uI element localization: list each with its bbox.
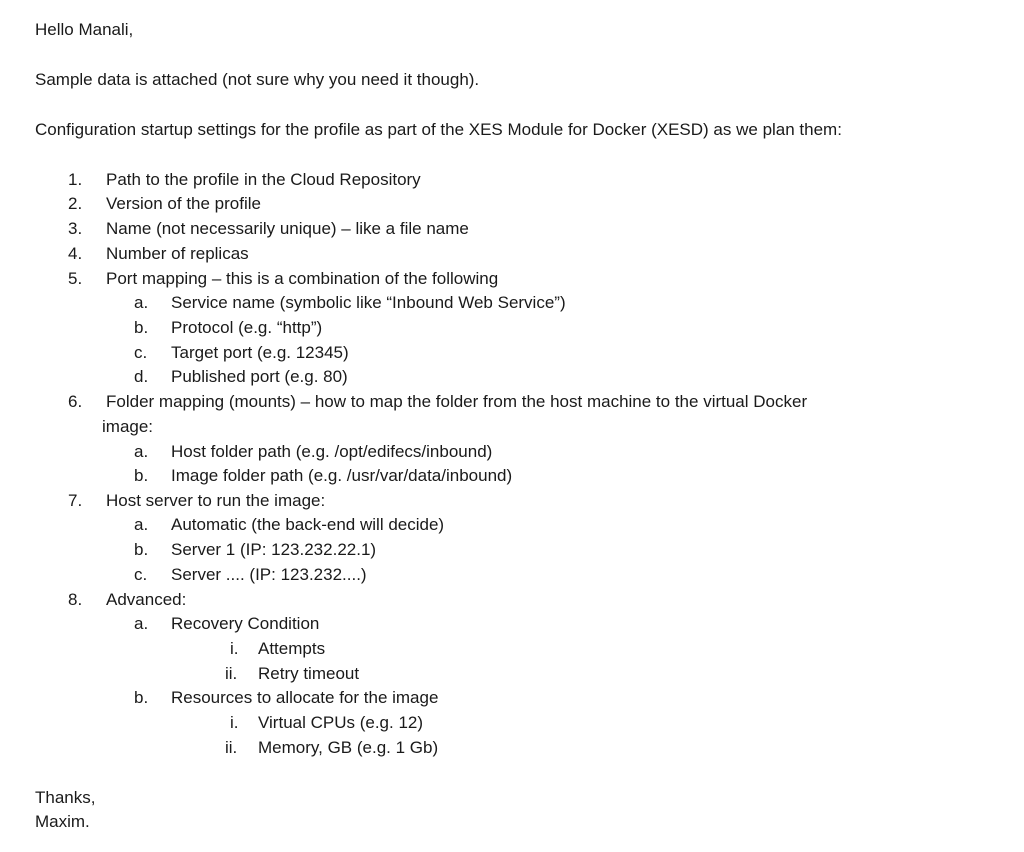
sub-item-text: Automatic (the back-end will decide): [171, 515, 445, 534]
sub-item-letter: d.: [134, 367, 149, 386]
sub-item-text: Host folder path (e.g. /opt/edifecs/inbound): [171, 442, 493, 461]
sub-item-letter: b.: [134, 540, 149, 559]
signature: Maxim.: [35, 812, 90, 831]
list-item-text: Port mapping – this is a combination of the following: [106, 269, 499, 288]
sub-item-text: Service name (symbolic like “Inbound Web Service”): [171, 293, 566, 312]
sub-item-letter: a.: [134, 442, 149, 461]
sub-item-text: Server .... (IP: 123.232....): [171, 565, 367, 584]
sub-item-text: Server 1 (IP: 123.232.22.1): [171, 540, 377, 559]
sub-item-text: Published port (e.g. 80): [171, 367, 348, 386]
list-item-number: 4.: [68, 244, 83, 263]
sub-item-letter: c.: [134, 343, 148, 362]
sub-item-text: Image folder path (e.g. /usr/var/data/inbound): [171, 466, 513, 485]
sub-item-letter: a.: [134, 293, 149, 312]
list-item-text: Number of replicas: [106, 244, 249, 263]
sub-item-letter: c.: [134, 565, 148, 584]
sub-item-letter: b.: [134, 318, 149, 337]
list-item-number: 5.: [68, 269, 83, 288]
sub-item-text: Target port (e.g. 12345): [171, 343, 349, 362]
sub-sub-item-roman: i.: [230, 639, 239, 658]
list-item-text: Name (not necessarily unique) – like a file name: [106, 219, 469, 238]
sub-sub-item-text: Attempts: [258, 639, 326, 658]
sub-sub-item-text: Retry timeout: [258, 664, 360, 683]
list-item-text: Folder mapping (mounts) – how to map the folder from the host machine to the virtual Docker: [106, 392, 808, 411]
context-text: Configuration startup settings for the profile as part of the XES Module for Docker (XESD) as we plan them:: [35, 120, 842, 139]
list-item-number: 6.: [68, 392, 83, 411]
sub-sub-item-roman: i.: [230, 713, 239, 732]
sub-sub-item-text: Memory, GB (e.g. 1 Gb): [258, 738, 439, 757]
greeting: Hello Manali,: [35, 20, 134, 39]
sub-sub-item-text: Virtual CPUs (e.g. 12): [258, 713, 424, 732]
list-item-text: Host server to run the image:: [106, 491, 326, 510]
sub-item-text: Recovery Condition: [171, 614, 320, 633]
list-item-text: Path to the profile in the Cloud Repository: [106, 170, 421, 189]
list-item-text: Advanced:: [106, 590, 187, 609]
sub-item-letter: b.: [134, 466, 149, 485]
sub-item-text: Resources to allocate for the image: [171, 688, 439, 707]
intro-text: Sample data is attached (not sure why you need it though).: [35, 70, 480, 89]
list-item-text-continuation: image:: [102, 417, 154, 436]
list-item-text: Version of the profile: [106, 194, 261, 213]
sub-item-letter: a.: [134, 515, 149, 534]
list-item-number: 3.: [68, 219, 83, 238]
signoff: Thanks,: [35, 788, 96, 807]
list-item-number: 7.: [68, 491, 83, 510]
list-item-number: 8.: [68, 590, 83, 609]
sub-item-letter: a.: [134, 614, 149, 633]
sub-sub-item-roman: ii.: [225, 664, 238, 683]
list-item-number: 2.: [68, 194, 83, 213]
sub-sub-item-roman: ii.: [225, 738, 238, 757]
sub-item-letter: b.: [134, 688, 149, 707]
list-item-number: 1.: [68, 170, 83, 189]
sub-item-text: Protocol (e.g. “http”): [171, 318, 323, 337]
